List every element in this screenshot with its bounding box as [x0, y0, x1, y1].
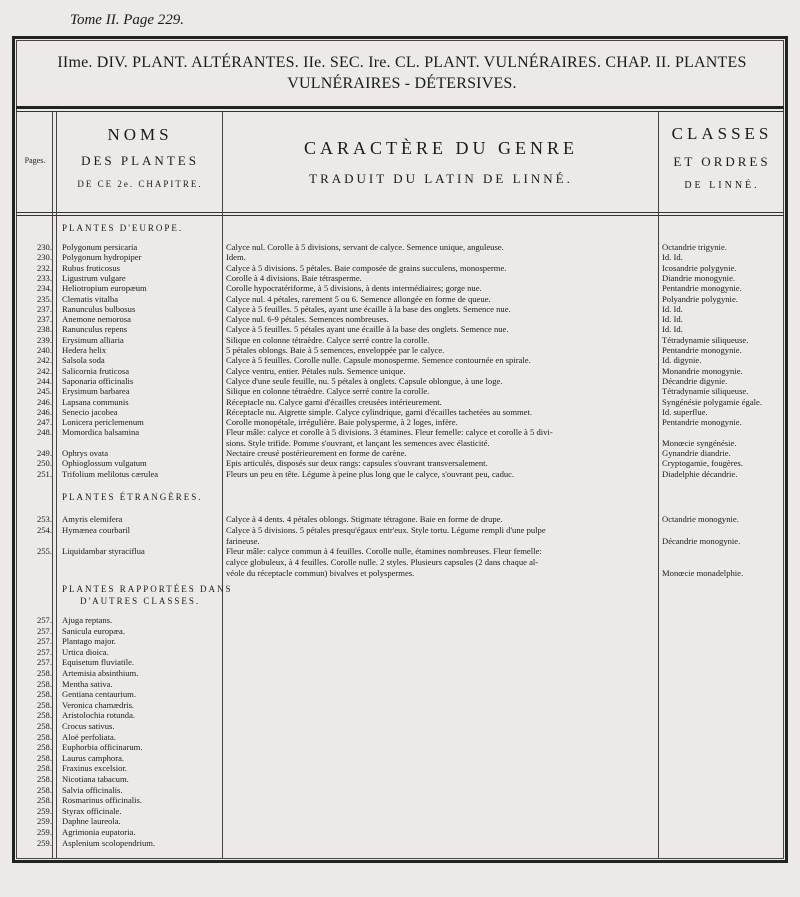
row-plant-name: Daphne laureola.: [62, 816, 121, 827]
row-classe: Id. Id.: [662, 303, 683, 314]
row-page-number: 254.: [36, 524, 52, 535]
row-plant-name: Sanicula europæa.: [62, 625, 126, 636]
title-line-2: VULNÉRAIRES - DÉTERSIVES.: [287, 75, 517, 92]
row-plant-name: Salsola soda: [62, 355, 105, 366]
row-character: Calyce à 4 dents. 4 pétales oblongs. Stigmate tétragone. Baie en forme de drupe.: [226, 514, 503, 524]
row-character: calyce globuleux, à 4 feuilles. Corolle nulle. 2 styles. Plusieurs capsules (2 dans chaque al-: [226, 557, 539, 568]
divider: [16, 215, 784, 216]
row-classe: Polyandrie polygynie.: [662, 293, 738, 304]
row-character: Calyce à 5 feuilles. 5 pétales, ayant une écaille à la base des onglets. Semence nue.: [226, 303, 511, 314]
row-plant-name: Nicotiana tabacum.: [62, 774, 129, 784]
row-classe: Syngénésie polygamie égale.: [662, 396, 762, 407]
row-plant-name: Hymænea courbaril: [62, 524, 131, 535]
classes-line-2: ET ORDRES: [673, 154, 771, 169]
row-page-number: 258.: [36, 763, 52, 774]
row-page-number: 258.: [36, 774, 52, 784]
row-page-number: 258.: [36, 795, 52, 806]
row-classe: Diadelphie décandrie.: [662, 468, 738, 479]
row-character: Calyce à 5 feuilles. Corolle nulle. Capsule monosperme. Semence contournée en spirale.: [226, 355, 531, 366]
row-plant-name: Ophrys ovata: [62, 448, 109, 458]
row-character: Calyce à 5 divisions. 5 pétales presqu'égaux entr'eux. Style tortu. Légume rempli d'une pulpe: [226, 524, 546, 535]
caractere-line-1: CARACTÈRE DU GENRE: [304, 138, 578, 158]
row-character: farineuse.: [226, 535, 260, 546]
row-plant-name: Ranunculus bulbosus: [62, 303, 136, 314]
section-etrangeres: PLANTES ÉTRANGÈRES.: [62, 492, 203, 502]
row-plant-name: Trifolium melilotus cærulea: [62, 468, 159, 479]
row-character: Calyce nul. 4 pétales, rarement 5 ou 6. Semence allongée en forme de queue.: [226, 293, 491, 304]
row-character: Epis articulés, disposés sur deux rangs: capsules s'ouvrant transversalement.: [226, 458, 488, 469]
row-character: Calyce nul. Corolle à 5 divisions, servant de calyce. Semence unique, anguleuse.: [226, 242, 504, 252]
row-page-number: 245.: [36, 386, 52, 397]
row-page-number: 235.: [36, 293, 52, 304]
row-classe: Pentandrie monogynie.: [662, 283, 742, 294]
row-plant-name: Amyris elemifera: [62, 514, 123, 524]
row-plant-name: Agrimonia eupatoria.: [62, 827, 136, 837]
row-plant-name: Clematis vitalba: [62, 293, 119, 304]
row-classe: Octandrie monogynie.: [662, 514, 739, 524]
row-plant-name: Salvia officinalis.: [62, 784, 123, 795]
row-page-number: 237.: [36, 314, 52, 325]
row-page-number: 250.: [36, 458, 52, 469]
row-plant-name: Gentiana centaurium.: [62, 689, 136, 700]
row-character: Nectaire creusé postérieurement en forme de carène.: [226, 448, 407, 458]
noms-line-2: DES PLANTES: [81, 153, 199, 168]
row-page-number: 257.: [36, 615, 52, 625]
row-classe: Monœcie syngénésie.: [662, 437, 737, 448]
row-character: Calyce à 5 feuilles. 5 pétales ayant une écaille à la base des onglets. Semence nue.: [226, 324, 509, 335]
noms-line-1: NOMS: [107, 125, 173, 144]
row-character: Réceptacle nu. Aigrette simple. Calyce cylindrique, garni d'écailles tachetées au sommet.: [226, 406, 533, 417]
row-plant-name: Erysimum alliaria: [62, 334, 124, 345]
row-page-number: 232.: [36, 262, 52, 273]
row-page-number: 251.: [36, 468, 52, 479]
row-character: Fleur mâle: calyce commun à 4 feuilles. Corolle nulle, étamines nombreuses. Fleur femelle:: [226, 546, 542, 557]
row-classe: Gynandrie diandrie.: [662, 448, 731, 458]
row-character: Calyce à 5 divisions. 5 pétales. Baie composée de grains succulens, monosperme.: [226, 262, 507, 273]
row-classe: Décandrie monogynie.: [662, 535, 741, 546]
row-plant-name: Styrax officinale.: [62, 805, 122, 816]
divider: [16, 106, 784, 109]
row-classe: Octandrie trigynie.: [662, 242, 727, 252]
row-classe: Monandrie monogynie.: [662, 365, 743, 376]
row-classe: Pentandrie monogynie.: [662, 417, 742, 428]
row-character: Corolle hypocratériforme, à 5 divisions, à dents intermédiaires; gorge nue.: [226, 283, 482, 294]
row-plant-name: Salicornia fruticosa: [62, 365, 130, 376]
row-character: Corolle monopétale, irrégulière. Baie polysperme, à 2 loges, infère.: [226, 417, 458, 428]
column-header-classes: [660, 124, 784, 191]
row-page-number: 238.: [36, 324, 52, 335]
row-plant-name: Heliotropium europæum: [62, 283, 147, 294]
column-header-noms: [58, 125, 222, 189]
row-plant-name: Ranunculus repens: [62, 324, 128, 335]
row-page-number: 248.: [36, 427, 52, 438]
row-page-number: 258.: [36, 689, 52, 700]
row-plant-name: Polygonum persicaria: [62, 242, 138, 252]
row-page-number: 258.: [36, 721, 52, 731]
section-rapportees-2: D'AUTRES CLASSES.: [80, 596, 201, 606]
row-plant-name: Lapsana communis: [62, 396, 129, 407]
row-page-number: 257.: [36, 657, 52, 668]
row-classe: Décandrie digynie.: [662, 375, 728, 386]
row-plant-name: Aristolochia rotunda.: [62, 710, 136, 721]
row-plant-name: Asplenium scolopendrium.: [62, 837, 156, 848]
row-plant-name: Fraxinus excelsior.: [62, 763, 127, 774]
row-classe: Pentandrie monogynie.: [662, 345, 742, 355]
row-page-number: 230.: [36, 252, 52, 263]
row-plant-name: Polygonum hydropiper: [62, 252, 142, 263]
row-page-number: 257.: [36, 636, 52, 647]
row-page-number: 249.: [36, 448, 52, 458]
row-character: Calyce d'une seule feuille, nu. 5 pétales à onglets. Capsule oblongue, à une loge.: [226, 375, 503, 386]
row-classe: Diandrie monogynie.: [662, 272, 736, 283]
row-page-number: 234.: [36, 283, 52, 294]
row-classe: Id. Id.: [662, 252, 683, 263]
row-plant-name: Laurus camphora.: [62, 752, 125, 763]
row-plant-name: Euphorbia officinarum.: [62, 742, 143, 753]
row-page-number: 259.: [36, 816, 52, 827]
row-plant-name: Anemone nemorosa: [62, 314, 131, 325]
row-page-number: 240.: [36, 345, 52, 355]
row-plant-name: Ophioglossum vulgatum: [62, 458, 147, 469]
row-plant-name: Mentha sativa.: [62, 678, 113, 689]
row-plant-name: Plantago major.: [62, 636, 116, 647]
row-character: Silique en colonne tétraèdre. Calyce serré contre la corolle.: [226, 386, 430, 397]
row-plant-name: Ligustrum vulgare: [62, 272, 126, 283]
row-plant-name: Rubus fruticosus: [62, 262, 121, 273]
row-page-number: 258.: [36, 699, 52, 710]
row-page-number: 258.: [36, 752, 52, 763]
row-character: Calyce ventru, entier. Pétales nuls. Semence unique.: [226, 365, 406, 376]
classes-line-3: DE LINNÉ.: [684, 180, 760, 191]
row-plant-name: Erysimum barbarea: [62, 386, 130, 397]
row-character: Calyce nul. 6-9 pétales. Semences nombreuses.: [226, 314, 389, 325]
column-line: [658, 111, 659, 859]
row-page-number: 230.: [36, 242, 52, 252]
row-plant-name: Hedera helix: [62, 345, 107, 355]
row-page-number: 233.: [36, 272, 52, 283]
classes-line-1: CLASSES: [671, 124, 773, 143]
row-classe: Id. Id.: [662, 324, 683, 335]
column-line: [56, 111, 57, 859]
row-page-number: 258.: [36, 742, 52, 753]
row-plant-name: Saponaria officinalis: [62, 375, 134, 386]
row-classe: Cryptogamie, fougères.: [662, 458, 743, 469]
row-page-number: 258.: [36, 678, 52, 689]
row-plant-name: Crocus sativus.: [62, 721, 115, 731]
page-header: Tome II. Page 229.: [70, 12, 185, 28]
column-header-caractere: [224, 138, 658, 187]
row-page-number: 244.: [36, 375, 52, 386]
column-line: [222, 111, 223, 859]
row-character: Fleur mâle: calyce et corolle à 5 divisions. 3 étamines. Fleur femelle: calyce et corolle à 5 divi-: [226, 427, 553, 438]
row-classe: Id. superflue.: [662, 406, 708, 417]
column-line: [52, 111, 53, 859]
caractere-line-2: TRADUIT DU LATIN DE LINNÉ.: [309, 171, 573, 186]
section-europe: PLANTES D'EUROPE.: [62, 223, 184, 233]
row-plant-name: Liquidambar styraciflua: [62, 546, 145, 557]
row-character: Réceptacle nu. Calyce garni d'écailles creusées intérieurement.: [226, 396, 442, 407]
row-classe: Tétradynamie siliqueuse.: [662, 386, 749, 397]
row-classe: Id. digynie.: [662, 355, 702, 366]
row-page-number: 258.: [36, 731, 52, 742]
row-character: Silique en colonne tétraèdre. Calyce serré contre la corolle.: [226, 334, 430, 345]
row-plant-name: Equisetum fluviatile.: [62, 657, 135, 668]
row-page-number: 237.: [36, 303, 52, 314]
row-page-number: 258.: [36, 710, 52, 721]
divider: [16, 111, 784, 112]
row-page-number: 257.: [36, 646, 52, 657]
row-plant-name: Senecio jacobea: [62, 406, 118, 417]
row-classe: Icosandrie polygynie.: [662, 262, 737, 273]
row-plant-name: Momordica balsamina: [62, 427, 140, 438]
row-page-number: 247.: [36, 417, 52, 428]
section-rapportees-1: PLANTES RAPPORTÉES DANS: [62, 584, 233, 594]
row-character: 5 pétales oblongs. Baie à 5 semences, enveloppée par le calyce.: [226, 345, 445, 355]
row-plant-name: Rosmarinus officinalis.: [62, 795, 143, 806]
row-page-number: 246.: [36, 396, 52, 407]
title-line-1: IIme. DIV. PLANT. ALTÉRANTES. IIe. SEC. Ire. CL. PLANT. VULNÉRAIRES. CHAP. II. PLANTES: [57, 54, 747, 71]
row-classe: Id. Id.: [662, 314, 683, 325]
row-page-number: 242.: [36, 365, 52, 376]
row-character: sions. Style trifide. Pomme s'ouvrant, et lançant les semences avec élasticité.: [226, 437, 490, 448]
row-page-number: 259.: [36, 837, 52, 848]
row-page-number: 258.: [36, 784, 52, 795]
row-page-number: 239.: [36, 334, 52, 345]
row-page-number: 242.: [36, 355, 52, 366]
divider: [16, 212, 784, 213]
row-page-number: 259.: [36, 827, 52, 837]
row-page-number: 258.: [36, 668, 52, 678]
row-character: véole du réceptacle commun) bivalves et polyspermes.: [226, 568, 415, 578]
column-header-pages: Pages.: [24, 156, 46, 165]
row-plant-name: Lonicera periclemenum: [62, 417, 144, 428]
row-classe: Tétradynamie siliqueuse.: [662, 334, 749, 345]
row-plant-name: Artemisia absinthium.: [62, 668, 139, 678]
row-classe: Monœcie monadelphie.: [662, 568, 744, 578]
chapter-title: [22, 52, 782, 94]
row-page-number: 253.: [36, 514, 52, 524]
row-plant-name: Urtica dioica.: [62, 646, 109, 657]
row-page-number: 246.: [36, 406, 52, 417]
row-character: Fleurs un peu en tête. Légume à peine plus long que le calyce, s'ouvrant peu, caduc.: [226, 468, 515, 479]
row-plant-name: Ajuga reptans.: [62, 615, 113, 625]
noms-line-3: DE CE 2e. CHAPITRE.: [77, 179, 203, 189]
row-plant-name: Veronica chamædris.: [62, 699, 135, 710]
row-page-number: 259.: [36, 805, 52, 816]
row-character: Corolle à 4 divisions. Baie tétrasperme.: [226, 272, 362, 283]
row-page-number: 257.: [36, 625, 52, 636]
row-page-number: 255.: [36, 546, 52, 557]
row-plant-name: Aloë perfoliata.: [62, 731, 116, 742]
row-character: Idem.: [226, 252, 246, 263]
